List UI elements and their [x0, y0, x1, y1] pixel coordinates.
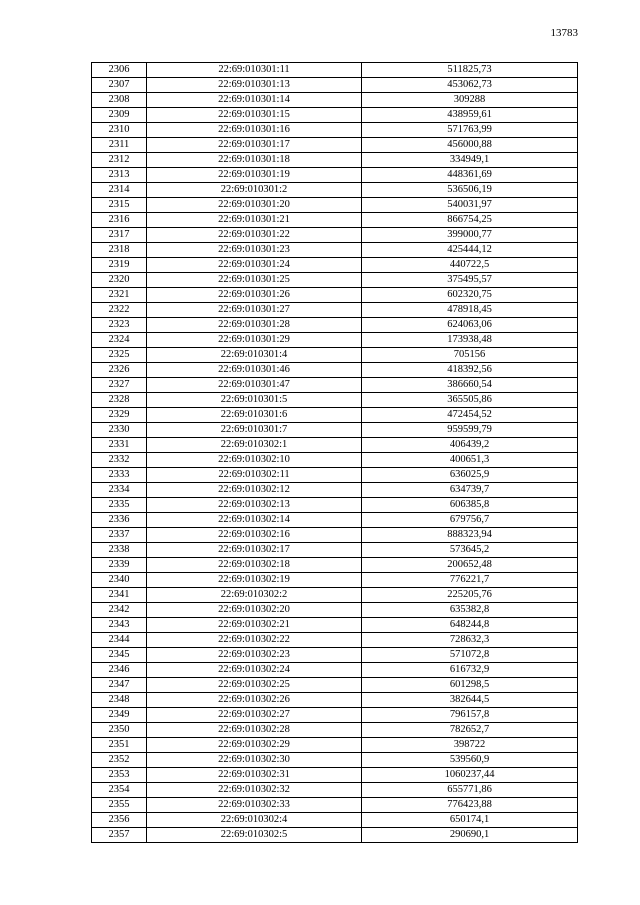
value-cell: 400651,3 — [362, 453, 578, 468]
row-number-cell: 2349 — [92, 708, 147, 723]
value-cell: 438959,61 — [362, 108, 578, 123]
value-cell: 334949,1 — [362, 153, 578, 168]
table-row — [92, 138, 578, 153]
value-cell: 453062,73 — [362, 78, 578, 93]
cadastral-number-cell: 22:69:010301:21 — [147, 213, 362, 228]
cadastral-number-cell: 22:69:010301:17 — [147, 138, 362, 153]
row-number-cell: 2307 — [92, 78, 147, 93]
cadastral-number-cell: 22:69:010302:21 — [147, 618, 362, 633]
row-number-cell: 2313 — [92, 168, 147, 183]
table-row — [92, 63, 578, 78]
value-cell: 425444,12 — [362, 243, 578, 258]
cadastral-number-cell: 22:69:010302:17 — [147, 543, 362, 558]
cadastral-number-cell: 22:69:010302:11 — [147, 468, 362, 483]
table-row — [92, 678, 578, 693]
table-row — [92, 513, 578, 528]
cadastral-number-cell: 22:69:010302:2 — [147, 588, 362, 603]
table-row — [92, 738, 578, 753]
row-number-cell: 2341 — [92, 588, 147, 603]
row-number-cell: 2348 — [92, 693, 147, 708]
value-cell: 472454,52 — [362, 408, 578, 423]
table-row — [92, 708, 578, 723]
cadastral-number-cell: 22:69:010301:6 — [147, 408, 362, 423]
row-number-cell: 2339 — [92, 558, 147, 573]
cadastral-number-cell: 22:69:010301:27 — [147, 303, 362, 318]
table-row — [92, 273, 578, 288]
cadastral-number-cell: 22:69:010302:18 — [147, 558, 362, 573]
value-cell: 448361,69 — [362, 168, 578, 183]
row-number-cell: 2320 — [92, 273, 147, 288]
value-cell: 398722 — [362, 738, 578, 753]
cadastral-number-cell: 22:69:010301:15 — [147, 108, 362, 123]
cadastral-number-cell: 22:69:010302:33 — [147, 798, 362, 813]
cadastral-number-cell: 22:69:010301:25 — [147, 273, 362, 288]
row-number-cell: 2333 — [92, 468, 147, 483]
cadastral-number-cell: 22:69:010302:22 — [147, 633, 362, 648]
table-row — [92, 768, 578, 783]
cadastral-number-cell: 22:69:010301:4 — [147, 348, 362, 363]
cadastral-number-cell: 22:69:010301:47 — [147, 378, 362, 393]
value-cell: 602320,75 — [362, 288, 578, 303]
row-number-cell: 2331 — [92, 438, 147, 453]
value-cell: 290690,1 — [362, 828, 578, 843]
row-number-cell: 2337 — [92, 528, 147, 543]
value-cell: 440722,5 — [362, 258, 578, 273]
value-cell: 648244,8 — [362, 618, 578, 633]
value-cell: 511825,73 — [362, 63, 578, 78]
value-cell: 418392,56 — [362, 363, 578, 378]
cadastral-number-cell: 22:69:010301:24 — [147, 258, 362, 273]
value-cell: 386660,54 — [362, 378, 578, 393]
cadastral-number-cell: 22:69:010302:29 — [147, 738, 362, 753]
table-row — [92, 633, 578, 648]
cadastral-value-table — [91, 62, 578, 843]
table-row — [92, 408, 578, 423]
row-number-cell: 2346 — [92, 663, 147, 678]
table-row — [92, 588, 578, 603]
row-number-cell: 2343 — [92, 618, 147, 633]
cadastral-number-cell: 22:69:010301:23 — [147, 243, 362, 258]
row-number-cell: 2314 — [92, 183, 147, 198]
row-number-cell: 2319 — [92, 258, 147, 273]
value-cell: 225205,76 — [362, 588, 578, 603]
row-number-cell: 2323 — [92, 318, 147, 333]
cadastral-number-cell: 22:69:010302:32 — [147, 783, 362, 798]
row-number-cell: 2309 — [92, 108, 147, 123]
value-cell: 959599,79 — [362, 423, 578, 438]
row-number-cell: 2344 — [92, 633, 147, 648]
cadastral-number-cell: 22:69:010301:26 — [147, 288, 362, 303]
cadastral-number-cell: 22:69:010302:13 — [147, 498, 362, 513]
cadastral-number-cell: 22:69:010301:7 — [147, 423, 362, 438]
row-number-cell: 2328 — [92, 393, 147, 408]
row-number-cell: 2347 — [92, 678, 147, 693]
row-number-cell: 2306 — [92, 63, 147, 78]
value-cell: 728632,3 — [362, 633, 578, 648]
table-row — [92, 663, 578, 678]
value-cell: 776423,88 — [362, 798, 578, 813]
value-cell: 382644,5 — [362, 693, 578, 708]
cadastral-number-cell: 22:69:010302:25 — [147, 678, 362, 693]
table-row — [92, 243, 578, 258]
row-number-cell: 2317 — [92, 228, 147, 243]
table-row — [92, 228, 578, 243]
row-number-cell: 2345 — [92, 648, 147, 663]
value-cell: 650174,1 — [362, 813, 578, 828]
row-number-cell: 2322 — [92, 303, 147, 318]
cadastral-number-cell: 22:69:010301:19 — [147, 168, 362, 183]
table-row — [92, 483, 578, 498]
cadastral-number-cell: 22:69:010301:11 — [147, 63, 362, 78]
value-cell: 173938,48 — [362, 333, 578, 348]
table-row — [92, 318, 578, 333]
value-cell: 655771,86 — [362, 783, 578, 798]
value-cell: 365505,86 — [362, 393, 578, 408]
cadastral-number-cell: 22:69:010302:28 — [147, 723, 362, 738]
table-row — [92, 423, 578, 438]
table-row — [92, 813, 578, 828]
value-cell: 456000,88 — [362, 138, 578, 153]
row-number-cell: 2321 — [92, 288, 147, 303]
row-number-cell: 2324 — [92, 333, 147, 348]
row-number-cell: 2329 — [92, 408, 147, 423]
row-number-cell: 2310 — [92, 123, 147, 138]
table-row — [92, 603, 578, 618]
cadastral-number-cell: 22:69:010302:24 — [147, 663, 362, 678]
table-row — [92, 213, 578, 228]
table-row — [92, 288, 578, 303]
cadastral-number-cell: 22:69:010301:14 — [147, 93, 362, 108]
cadastral-number-cell: 22:69:010301:16 — [147, 123, 362, 138]
row-number-cell: 2357 — [92, 828, 147, 843]
table-row — [92, 723, 578, 738]
table-row — [92, 303, 578, 318]
cadastral-number-cell: 22:69:010302:5 — [147, 828, 362, 843]
value-cell: 1060237,44 — [362, 768, 578, 783]
table-row — [92, 93, 578, 108]
value-cell: 866754,25 — [362, 213, 578, 228]
cadastral-number-cell: 22:69:010302:16 — [147, 528, 362, 543]
cadastral-number-cell: 22:69:010301:2 — [147, 183, 362, 198]
cadastral-number-cell: 22:69:010301:22 — [147, 228, 362, 243]
table-row — [92, 528, 578, 543]
value-cell: 309288 — [362, 93, 578, 108]
table-row — [92, 348, 578, 363]
value-cell: 540031,97 — [362, 198, 578, 213]
row-number-cell: 2342 — [92, 603, 147, 618]
table-row — [92, 108, 578, 123]
row-number-cell: 2356 — [92, 813, 147, 828]
cadastral-number-cell: 22:69:010302:20 — [147, 603, 362, 618]
value-cell: 536506,19 — [362, 183, 578, 198]
table-row — [92, 648, 578, 663]
table-row — [92, 153, 578, 168]
table-row — [92, 378, 578, 393]
row-number-cell: 2351 — [92, 738, 147, 753]
table-row — [92, 453, 578, 468]
value-cell: 478918,45 — [362, 303, 578, 318]
value-cell: 705156 — [362, 348, 578, 363]
row-number-cell: 2308 — [92, 93, 147, 108]
cadastral-number-cell: 22:69:010302:4 — [147, 813, 362, 828]
table-row — [92, 573, 578, 588]
cadastral-number-cell: 22:69:010301:28 — [147, 318, 362, 333]
cadastral-number-cell: 22:69:010302:19 — [147, 573, 362, 588]
row-number-cell: 2355 — [92, 798, 147, 813]
table-row — [92, 468, 578, 483]
row-number-cell: 2336 — [92, 513, 147, 528]
row-number-cell: 2335 — [92, 498, 147, 513]
cadastral-number-cell: 22:69:010302:26 — [147, 693, 362, 708]
table-row — [92, 78, 578, 93]
value-cell: 573645,2 — [362, 543, 578, 558]
cadastral-number-cell: 22:69:010302:1 — [147, 438, 362, 453]
cadastral-number-cell: 22:69:010302:10 — [147, 453, 362, 468]
value-cell: 606385,8 — [362, 498, 578, 513]
row-number-cell: 2340 — [92, 573, 147, 588]
value-cell: 635382,8 — [362, 603, 578, 618]
value-cell: 782652,7 — [362, 723, 578, 738]
table-row — [92, 393, 578, 408]
table-row — [92, 498, 578, 513]
table-row — [92, 783, 578, 798]
table-row — [92, 258, 578, 273]
value-cell: 796157,8 — [362, 708, 578, 723]
value-cell: 399000,77 — [362, 228, 578, 243]
row-number-cell: 2330 — [92, 423, 147, 438]
table-row — [92, 168, 578, 183]
table-row — [92, 438, 578, 453]
value-cell: 539560,9 — [362, 753, 578, 768]
table-row — [92, 543, 578, 558]
row-number-cell: 2325 — [92, 348, 147, 363]
table-row — [92, 363, 578, 378]
row-number-cell: 2354 — [92, 783, 147, 798]
value-cell: 634739,7 — [362, 483, 578, 498]
row-number-cell: 2338 — [92, 543, 147, 558]
table-row — [92, 558, 578, 573]
cadastral-number-cell: 22:69:010301:13 — [147, 78, 362, 93]
cadastral-number-cell: 22:69:010301:18 — [147, 153, 362, 168]
row-number-cell: 2332 — [92, 453, 147, 468]
value-cell: 776221,7 — [362, 573, 578, 588]
cadastral-number-cell: 22:69:010301:29 — [147, 333, 362, 348]
row-number-cell: 2327 — [92, 378, 147, 393]
value-cell: 624063,06 — [362, 318, 578, 333]
value-cell: 200652,48 — [362, 558, 578, 573]
value-cell: 601298,5 — [362, 678, 578, 693]
table-row — [92, 693, 578, 708]
row-number-cell: 2326 — [92, 363, 147, 378]
table-row — [92, 618, 578, 633]
row-number-cell: 2352 — [92, 753, 147, 768]
row-number-cell: 2312 — [92, 153, 147, 168]
row-number-cell: 2311 — [92, 138, 147, 153]
value-cell: 571763,99 — [362, 123, 578, 138]
table-row — [92, 798, 578, 813]
cadastral-number-cell: 22:69:010302:12 — [147, 483, 362, 498]
row-number-cell: 2353 — [92, 768, 147, 783]
page-number: 13783 — [550, 27, 578, 39]
value-cell: 616732,9 — [362, 663, 578, 678]
cadastral-number-cell: 22:69:010302:14 — [147, 513, 362, 528]
cadastral-number-cell: 22:69:010301:20 — [147, 198, 362, 213]
cadastral-number-cell: 22:69:010301:46 — [147, 363, 362, 378]
cadastral-number-cell: 22:69:010302:31 — [147, 768, 362, 783]
value-cell: 571072,8 — [362, 648, 578, 663]
row-number-cell: 2334 — [92, 483, 147, 498]
table-row — [92, 183, 578, 198]
cadastral-number-cell: 22:69:010302:30 — [147, 753, 362, 768]
value-cell: 888323,94 — [362, 528, 578, 543]
row-number-cell: 2350 — [92, 723, 147, 738]
table-row — [92, 333, 578, 348]
table-row — [92, 753, 578, 768]
row-number-cell: 2316 — [92, 213, 147, 228]
row-number-cell: 2315 — [92, 198, 147, 213]
row-number-cell: 2318 — [92, 243, 147, 258]
table-row — [92, 123, 578, 138]
value-cell: 679756,7 — [362, 513, 578, 528]
cadastral-number-cell: 22:69:010302:27 — [147, 708, 362, 723]
table-row — [92, 198, 578, 213]
value-cell: 375495,57 — [362, 273, 578, 288]
cadastral-number-cell: 22:69:010302:23 — [147, 648, 362, 663]
value-cell: 636025,9 — [362, 468, 578, 483]
cadastral-number-cell: 22:69:010301:5 — [147, 393, 362, 408]
table-body — [92, 63, 578, 843]
table-row — [92, 828, 578, 843]
value-cell: 406439,2 — [362, 438, 578, 453]
